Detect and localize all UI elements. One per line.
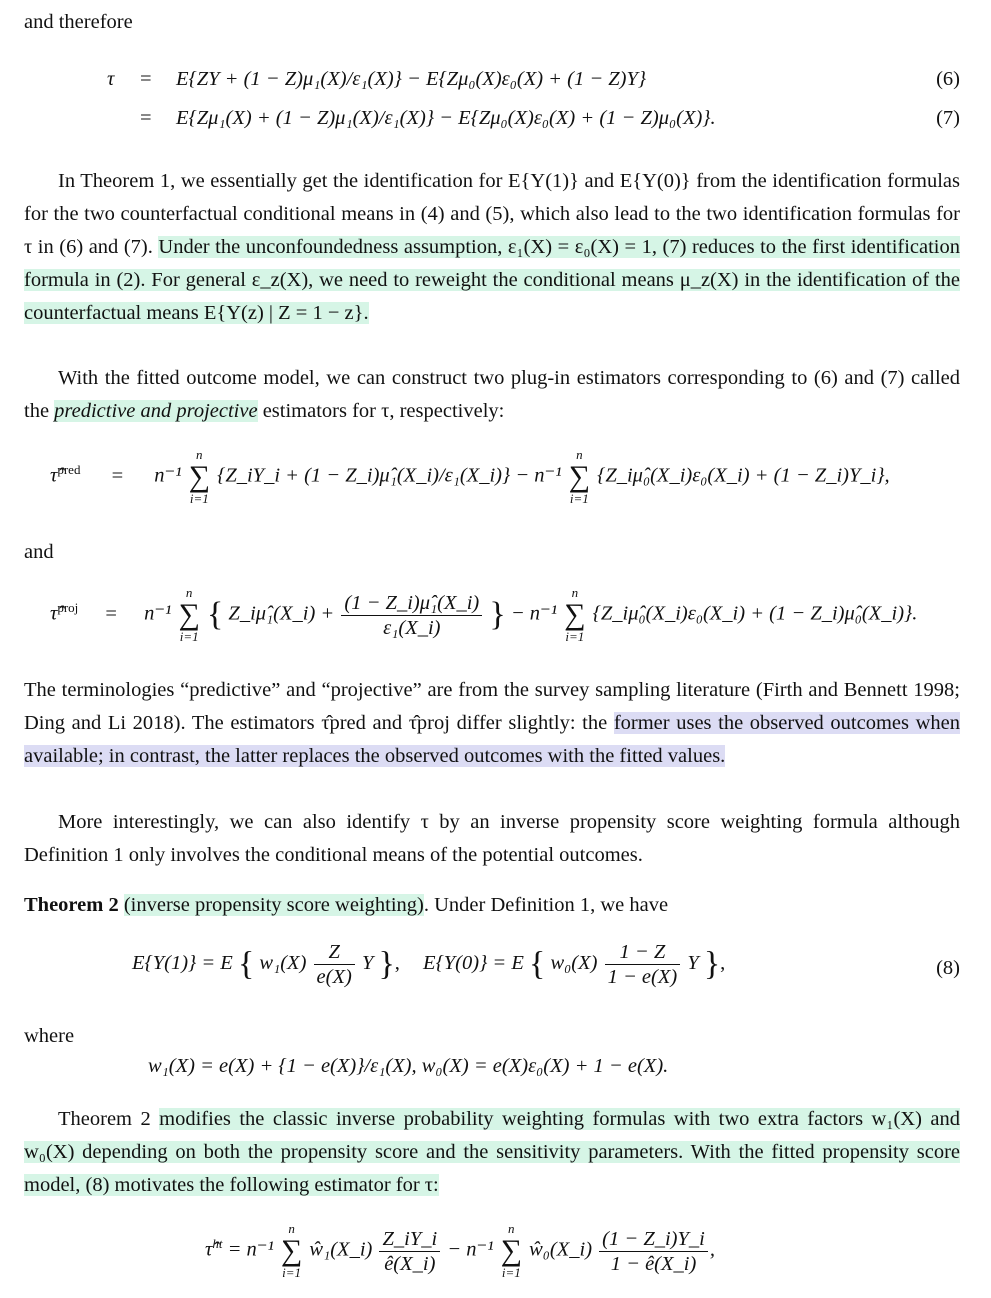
paragraph-terminology xyxy=(24,674,960,773)
paragraph-plugin-estimators xyxy=(24,362,960,428)
fraction-numerator: 1 − Z xyxy=(605,940,681,965)
eq-ht-w1: ŵ₁(X_i) xyxy=(309,1238,373,1261)
para3-before: The terminologies “predictive” and “projective” are from the survey sampling literature (Firth and Bennett 1998; Ding and Li 2018). The estimators τ̂pred and τ̂proj differ slightly: the xyxy=(24,679,960,734)
eq-proj-lhs: τ̂ xyxy=(50,602,58,625)
eq-proj-fraction xyxy=(341,591,482,640)
theorem-2-statement xyxy=(24,889,960,922)
eq-pred-term1: {Z_iY_i + (1 − Z_i)μ̂₁(X_i)/ε₁(X_i)} − n⁻¹ xyxy=(217,464,562,487)
para1-highlight: Under the unconfoundedness assumption, ε₁(X) = ε₀(X) = 1, (7) reduces to the first identification formula in (2). For general ε_z(X), we need to reweight the conditional means μ_z(X) in the identification of the counterfactual means E{Y(z) | Z = 1 − z}. xyxy=(24,236,961,324)
eq7-rel: = xyxy=(140,107,152,129)
eq6-rel: = xyxy=(140,68,152,90)
weights-definition: w₁(X) = e(X) + {1 − e(X)}/ε₁(X), w₀(X) = e(X)ε₀(X) + 1 − e(X). xyxy=(148,1055,669,1077)
eq-proj: τ̂$^{proj}$ = n⁻¹ n ∑ i=1 { Z_iμ̂₁(X_i) + $\frac{\text{(1 − Z\_i)μ̂₁(X\_i)}}{\text{ε₁(X\_i)}}$ } − n⁻¹ n ∑ i=1 {Z_iμ̂₀(X_i)ε₀(X_i) + (1 − Z_i)μ̂₀(X_i)}. xyxy=(50,585,918,644)
eq-ht-sum-2: n ∑ i=1 xyxy=(500,1221,522,1280)
eq-proj-part1: Z_iμ̂₁(X_i) + xyxy=(228,602,335,625)
eq8-fraction-2 xyxy=(605,940,681,989)
sum-upper: n xyxy=(571,585,579,600)
eq-proj-part2: {Z_iμ̂₀(X_i)ε₀(X_i) + (1 − Z_i)μ̂₀(X_i)}. xyxy=(592,602,918,625)
fraction-numerator: Z_iY_i xyxy=(379,1227,440,1252)
eq8-left-lhs: E{Y(1)} = E xyxy=(132,952,233,975)
eq8-right-lhs: E{Y(0)} = E xyxy=(423,952,524,975)
eq-pred-sum-2: n ∑ i=1 xyxy=(568,447,591,506)
intro-text: and therefore xyxy=(24,11,133,33)
fraction-numerator: (1 − Z_i)μ̂₁(X_i) xyxy=(341,591,482,616)
eq-ht-end: , xyxy=(709,1238,715,1261)
sum-lower: i=1 xyxy=(565,629,585,644)
eq-ht-lhs: τ̂ xyxy=(205,1238,213,1261)
where-text: where xyxy=(24,1025,75,1047)
eq-ht-sum-1: n ∑ i=1 xyxy=(280,1221,303,1280)
eq-ht-fraction-2 xyxy=(599,1227,708,1276)
para2-after: estimators for τ, respectively: xyxy=(257,400,505,422)
sum-lower: i=1 xyxy=(179,629,199,644)
para2-before: With the fitted outcome model, we can construct two plug-in estimators corresponding to (6) and (7) called the xyxy=(24,367,960,422)
sum-lower: i=1 xyxy=(501,1265,521,1280)
theorem-2-after: . Under Definition 1, we have xyxy=(423,894,669,916)
fraction-numerator: Z xyxy=(314,940,355,965)
eq-pred xyxy=(50,448,890,506)
eq-ht xyxy=(205,1222,715,1280)
eq-pred-rel: = xyxy=(111,464,124,487)
eq8-w1: w₁(X) xyxy=(259,952,307,975)
eq-pred-sup: pred xyxy=(57,461,81,477)
theorem-2-title: Theorem 2 xyxy=(24,894,119,916)
fraction-denominator: 1 − e(X) xyxy=(607,966,678,988)
eq-proj-sum-2: n ∑ i=1 xyxy=(564,585,586,644)
para2-highlight: predictive and projective xyxy=(54,400,258,422)
sum-upper: n xyxy=(508,1221,515,1236)
eq8-fraction-1 xyxy=(314,940,355,989)
eq8-y-1: Y xyxy=(361,952,374,975)
fraction-denominator: ê(X_i) xyxy=(384,1252,436,1275)
eq8-y-2: Y xyxy=(687,952,699,975)
eq7-rhs: E{Zμ₁(X) + (1 − Z)μ₁(X)/ε₁(X)} − E{Zμ₀(X)ε₀(X) + (1 − Z)μ₀(X)}. xyxy=(176,107,716,129)
sum-upper: n xyxy=(288,1221,295,1236)
para1-text: In Theorem 1, we essentially get the identification for E{Y(1)} and E{Y(0)} from the identification formulas for the two counterfactual conditional means in (4) and (5), which also lead to the two identification formulas for τ in (6) and (7). xyxy=(24,170,960,258)
sum-lower: i=1 xyxy=(569,491,589,506)
paragraph-identification xyxy=(24,165,960,330)
paragraph-ipw-intro: More interestingly, we can also identify τ by an inverse propensity score weighting formula although Definition 1 only involves the conditional means of the potential outcomes. xyxy=(24,811,960,866)
para5-highlight: modifies the classic inverse probability weighting formulas with two extra factors w₁(X) and w₀(X) depending on both the propensity score and the sensitivity parameters. With the fitted propensity score model, (8) motivates the following estimator for τ: xyxy=(24,1108,960,1196)
sum-lower: i=1 xyxy=(282,1265,302,1280)
eq-pred-lhs: τ̂ xyxy=(50,464,58,487)
fraction-numerator: (1 − Z_i)Y_i xyxy=(599,1227,708,1252)
eq6-number: (6) xyxy=(936,68,960,90)
eq-ht-rel: = n⁻¹ xyxy=(227,1238,274,1261)
eq-proj-coef: n⁻¹ xyxy=(144,602,172,625)
eq-proj-sum-1: n ∑ i=1 xyxy=(178,585,200,644)
para5-before: Theorem 2 xyxy=(58,1108,160,1130)
eq8-number: (8) xyxy=(936,957,960,979)
eq-ht-fraction-1 xyxy=(379,1227,440,1276)
eq-proj-mid: − n⁻¹ xyxy=(510,602,558,625)
fraction-denominator: ε₁(X_i) xyxy=(383,616,441,639)
sum-upper: n xyxy=(185,585,193,600)
and-text: and xyxy=(24,541,54,563)
eq-pred-sum-1: n ∑ i=1 xyxy=(188,447,210,506)
sum-lower: i=1 xyxy=(189,491,209,506)
eq8-w0: w₀(X) xyxy=(550,952,598,975)
eq-proj-rel: = xyxy=(105,602,117,625)
eq-pred-coef: n⁻¹ xyxy=(154,464,182,487)
theorem-2-highlight: (inverse propensity score weighting) xyxy=(123,894,424,916)
eq8: E{Y(1)} = E { w₁(X) $\frac{Z}{e(X)}$ Y }, E{Y(0)} = E { w₀(X) $\frac{1 - Z}{1 - e(X)}$ Y }, xyxy=(132,941,726,988)
paragraph-theorem-2-discussion xyxy=(24,1103,960,1202)
sum-upper: n xyxy=(196,447,203,462)
eq7-number: (7) xyxy=(936,107,960,129)
fraction-denominator: 1 − ê(X_i) xyxy=(610,1252,697,1275)
eq-pred-term2: {Z_iμ̂₀(X_i)ε₀(X_i) + (1 − Z_i)Y_i}, xyxy=(597,464,890,487)
eq-proj-sup: proj xyxy=(57,599,79,615)
eq-ht-w0: ŵ₀(X_i) xyxy=(529,1238,593,1261)
eq-ht-sup: ht xyxy=(212,1235,223,1251)
para3-highlight: former uses the observed outcomes when available; in contrast, the latter replaces the observed outcomes with the fitted values. xyxy=(24,712,960,767)
fraction-denominator: e(X) xyxy=(316,966,352,988)
eq-ht-mid: − n⁻¹ xyxy=(447,1238,494,1261)
eq6-rhs: E{ZY + (1 − Z)μ₁(X)/ε₁(X)} − E{Zμ₀(X)ε₀(X) + (1 − Z)Y} xyxy=(176,68,647,90)
eq6-lhs: τ xyxy=(107,68,115,90)
sum-upper: n xyxy=(576,447,583,462)
